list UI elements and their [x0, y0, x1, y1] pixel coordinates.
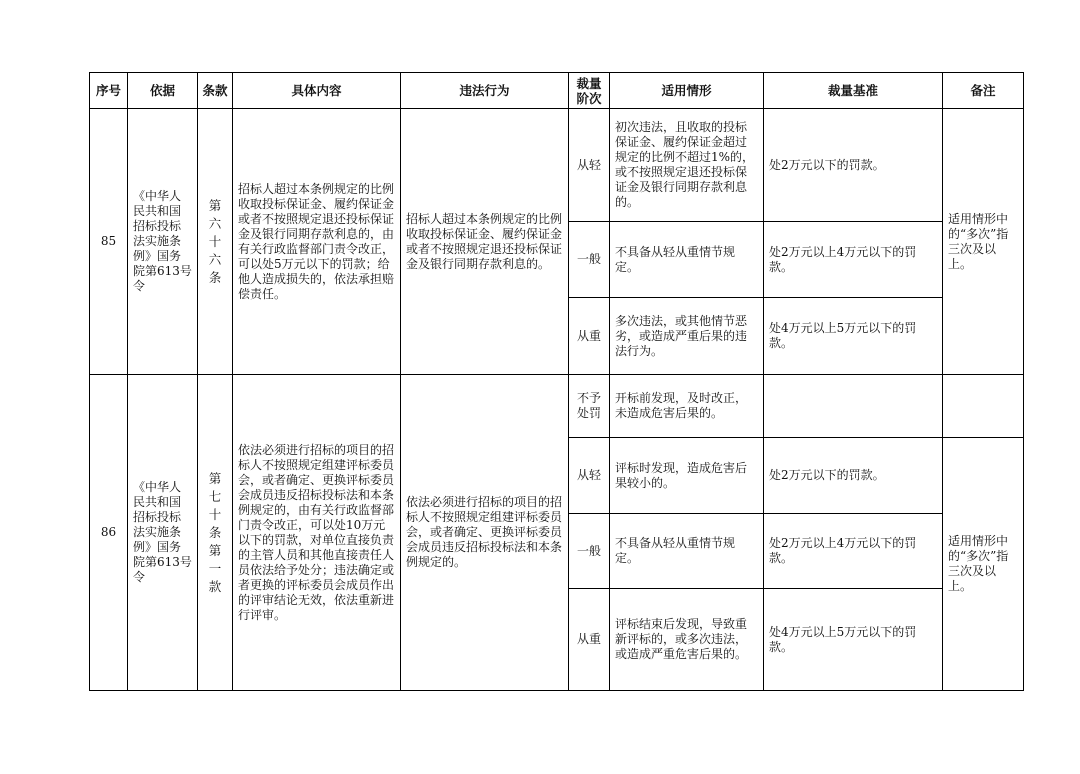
header-content: 具体内容 [233, 73, 401, 109]
situation-cell: 评标时发现，造成危害后果较小的。 [610, 438, 764, 514]
violation-cell: 招标人超过本条例规定的比例收取投标保证金、履约保证金或者不按照规定退还投标保证金及银行同期存款利息的。 [401, 109, 569, 375]
header-seq: 序号 [90, 73, 128, 109]
remark-cell-empty [943, 375, 1024, 438]
header-clause: 条款 [198, 73, 233, 109]
basis-cell: 《中华人民共和国招标投标法实施条例》国务院第613号令 [128, 109, 198, 375]
level-cell: 一般 [569, 222, 610, 298]
violation-cell: 依法必须进行招标的项目的招标人不按照规定组建评标委员会，或者确定、更换评标委员会成员违反招标投标法和本条例规定的。 [401, 375, 569, 691]
content-cell: 依法必须进行招标的项目的招标人不按照规定组建评标委员会，或者确定、更换评标委员会成员违反招标投标法和本条例规定的，由有关行政监督部门责令改正，可以处10万元以下的罚款，对单位直接负责的主管人员和其他直接责任人员依法给予处分；违法确定或者更换的评标委员会成员作出的评审结论无效，依法重新进行评审。 [233, 375, 401, 691]
level-cell: 从重 [569, 298, 610, 375]
standard-cell [764, 375, 943, 438]
situation-cell: 初次违法，且收取的投标保证金、履约保证金超过规定的比例不超过1%的，或不按照规定退还投标保证金及银行同期存款利息的。 [610, 109, 764, 222]
remark-cell: 适用情形中的“多次”指三次及以上。 [943, 109, 1024, 375]
situation-cell: 开标前发现，及时改正，未造成危害后果的。 [610, 375, 764, 438]
level-cell: 从轻 [569, 438, 610, 514]
level-cell: 从重 [569, 589, 610, 691]
table-row [90, 375, 1024, 438]
standard-cell: 处2万元以下的罚款。 [764, 109, 943, 222]
standard-cell: 处4万元以上5万元以下的罚款。 [764, 589, 943, 691]
clause-text: 第七十条第一款 [208, 470, 222, 594]
situation-cell: 不具备从轻从重情节规定。 [610, 222, 764, 298]
standard-cell: 处2万元以上4万元以下的罚款。 [764, 222, 943, 298]
penalty-discretion-table [89, 72, 1024, 691]
standard-cell: 处2万元以上4万元以下的罚款。 [764, 514, 943, 589]
basis-cell: 《中华人民共和国招标投标法实施条例》国务院第613号令 [128, 375, 198, 691]
seq-cell: 85 [90, 109, 128, 375]
situation-cell: 不具备从轻从重情节规定。 [610, 514, 764, 589]
clause-text: 第六十六条 [208, 197, 222, 285]
seq-cell: 86 [90, 375, 128, 691]
header-violation: 违法行为 [401, 73, 569, 109]
header-basis: 依据 [128, 73, 198, 109]
standard-cell: 处2万元以下的罚款。 [764, 438, 943, 514]
level-cell: 一般 [569, 514, 610, 589]
level-cell: 从轻 [569, 109, 610, 222]
header-standard: 裁量基准 [764, 73, 943, 109]
situation-cell: 多次违法，或其他情节恶劣，或造成严重后果的违法行为。 [610, 298, 764, 375]
table-header-row [90, 73, 1024, 109]
level-cell: 不予处罚 [569, 375, 610, 438]
remark-cell: 适用情形中的“多次”指三次及以上。 [943, 438, 1024, 691]
header-remark: 备注 [943, 73, 1024, 109]
clause-cell [198, 375, 233, 691]
header-situation: 适用情形 [610, 73, 764, 109]
clause-cell [198, 109, 233, 375]
header-level: 裁量阶次 [569, 73, 610, 109]
situation-cell: 评标结束后发现，导致重新评标的，或多次违法，或造成严重危害后果的。 [610, 589, 764, 691]
content-cell: 招标人超过本条例规定的比例收取投标保证金、履约保证金或者不按照规定退还投标保证金及银行同期存款利息的，由有关行政监督部门责令改正，可以处5万元以下的罚款；给他人造成损失的，依法承担赔偿责任。 [233, 109, 401, 375]
table-row [90, 109, 1024, 222]
standard-cell: 处4万元以上5万元以下的罚款。 [764, 298, 943, 375]
